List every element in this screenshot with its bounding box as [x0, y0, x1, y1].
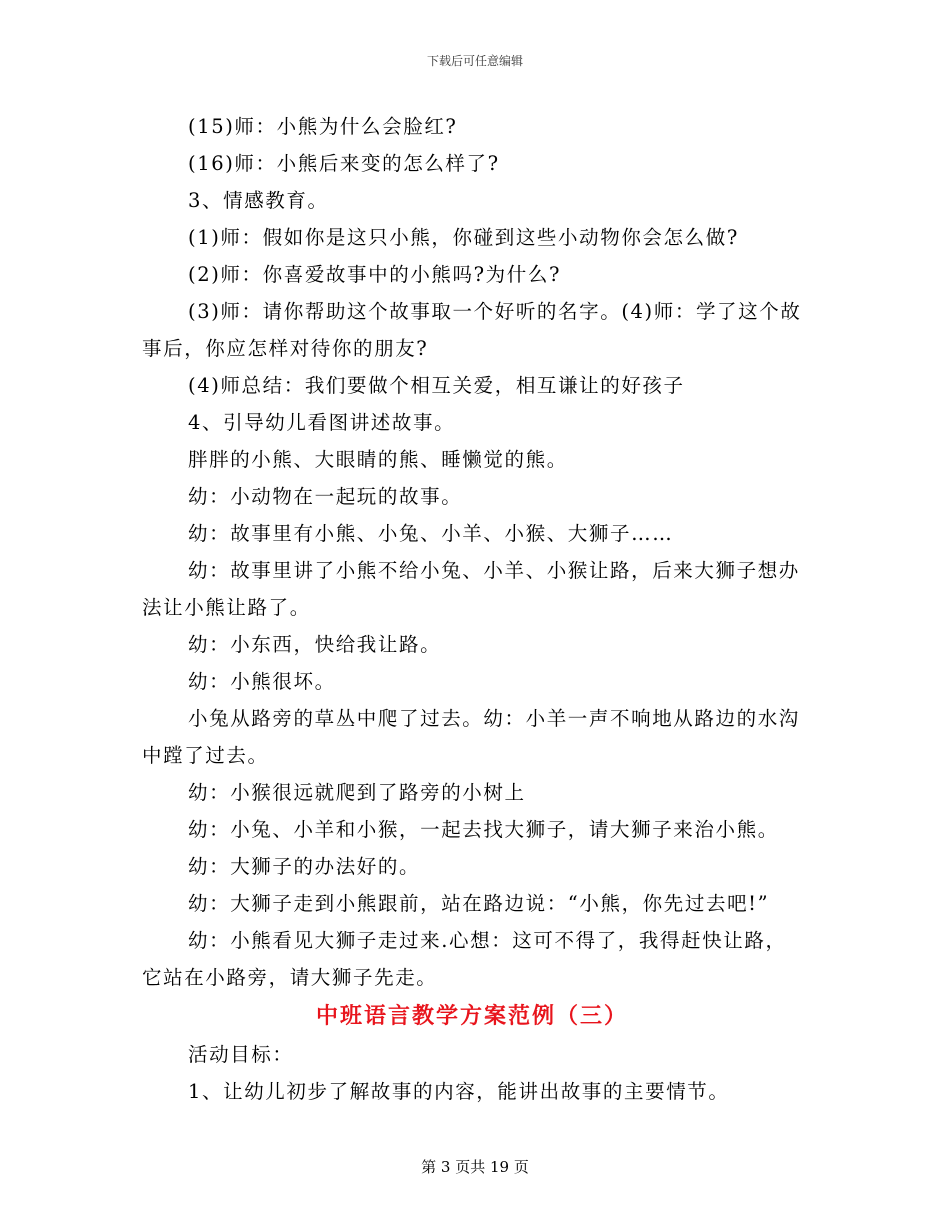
paragraph: 幼：故事里有小熊、小兔、小羊、小猴、大狮子……	[188, 522, 674, 545]
paragraph: 小兔从路旁的草丛中爬了过去。幼：小羊一声不响地从路边的水沟中蹚了过去。	[142, 707, 800, 767]
paragraph: 幼：小东西，快给我让路。	[188, 633, 442, 656]
paragraph: 3、情感教育。	[188, 189, 329, 212]
paragraph: (4)师总结：我们要做个相互关爱，相互谦让的好孩子	[188, 374, 685, 397]
paragraph: 幼：大狮子的办法好的。	[188, 855, 421, 878]
document-body	[142, 108, 802, 1110]
paragraph: 幼：小熊很坏。	[188, 670, 336, 693]
paragraph: 幼：小动物在一起玩的故事。	[188, 485, 463, 508]
paragraph: 幼：大狮子走到小熊跟前，站在路边说：“小熊，你先过去吧!”	[188, 892, 770, 915]
paragraph: 活动目标：	[188, 1043, 294, 1066]
paragraph: 幼：故事里讲了小熊不给小兔、小羊、小猴让路，后来大狮子想办法让小熊让路了。	[142, 559, 800, 619]
section-title: 中班语言教学方案范例（三）	[315, 1003, 628, 1029]
paragraph: (16)师：小熊后来变的怎么样了?	[188, 152, 500, 175]
paragraph: (15)师：小熊为什么会脸红?	[188, 115, 458, 138]
paragraph: 幼：小猴很远就爬到了路旁的小树上	[188, 781, 526, 804]
paragraph: 幼：小熊看见大狮子走过来.心想：这可不得了，我得赶快让路，它站在小路旁，请大狮子先走。	[142, 929, 787, 989]
paragraph: 幼：小兔、小羊和小猴，一起去找大狮子，请大狮子来治小熊。	[188, 818, 779, 841]
paragraph: 1、让幼儿初步了解故事的内容，能讲出故事的主要情节。	[188, 1080, 730, 1103]
page-header: 下载后可任意编辑	[426, 54, 523, 68]
paragraph: (1)师：假如你是这只小熊，你碰到这些小动物你会怎么做?	[188, 226, 739, 249]
paragraph: 4、引导幼儿看图讲述故事。	[188, 411, 456, 434]
paragraph: 胖胖的小熊、大眼睛的熊、睡懒觉的熊。	[188, 448, 568, 471]
paragraph: (2)师：你喜爱故事中的小熊吗?为什么?	[188, 263, 562, 286]
page-footer: 第 3 页共 19 页	[421, 1158, 529, 1176]
paragraph: (3)师：请你帮助这个故事取一个好听的名字。(4)师：学了这个故事后，你应怎样对待你的朋友?	[142, 300, 802, 360]
